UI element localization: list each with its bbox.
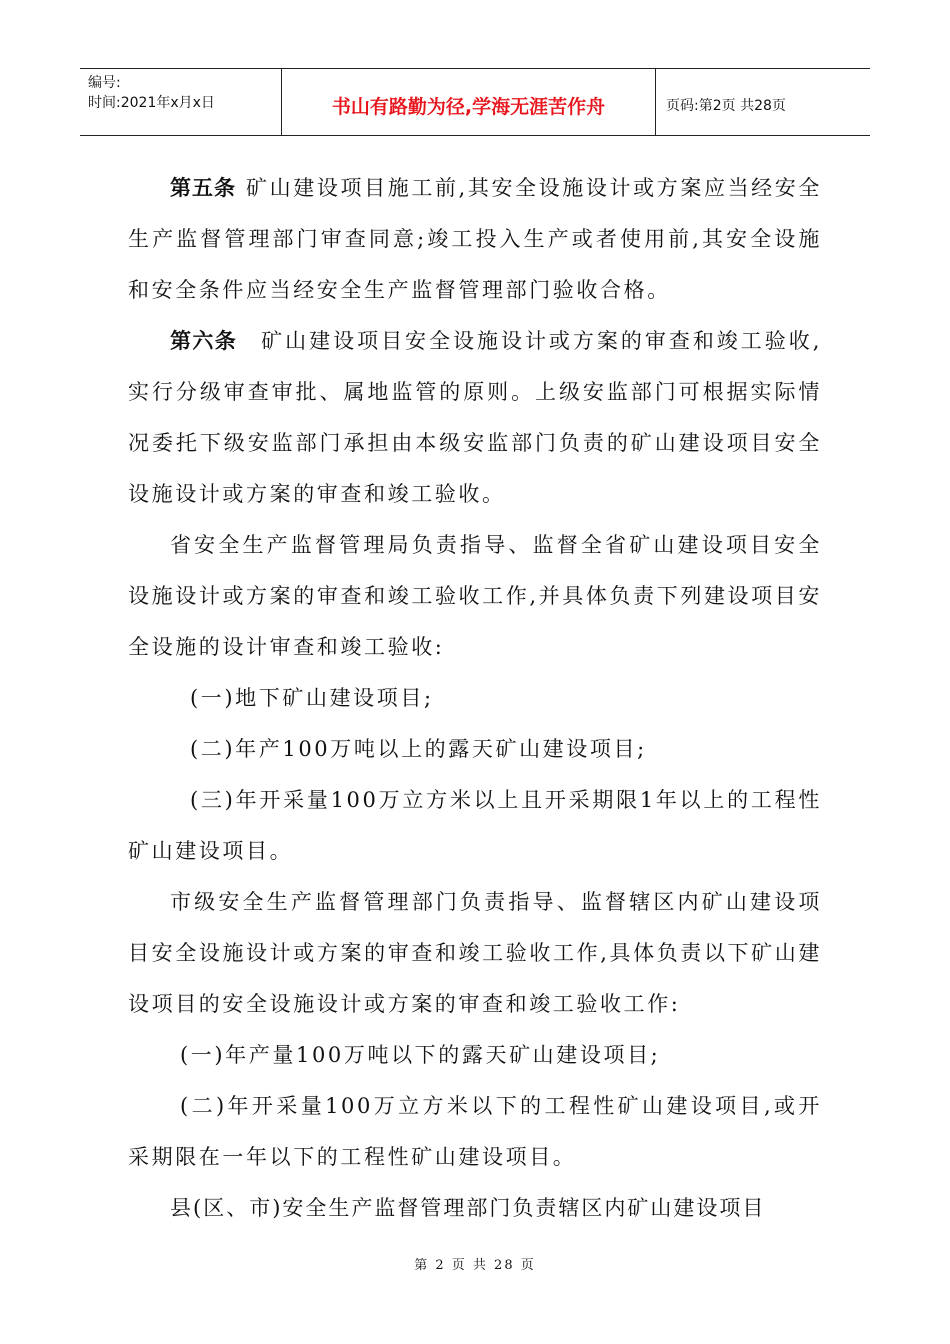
province-item-1: (一)地下矿山建设项目; xyxy=(190,686,434,710)
header-page-info: 页码:第2页 共28页 xyxy=(666,98,786,114)
header-motto: 书山有路勤为径,学海无涯苦作舟 xyxy=(282,69,656,135)
province-paragraph: 省安全生产监督管理局负责指导、监督全省矿山建设项目安全设施设计或方案的审查和竣工验收工作,并具体负责下列建设项目安全设施的设计审查和竣工验收: xyxy=(128,533,822,659)
serial-number-label: 编号: xyxy=(88,75,121,91)
article-5-paragraph xyxy=(128,163,822,316)
page-footer: 第 2 页 共 28 页 xyxy=(414,1258,536,1273)
city-item-2: (二)年开采量100万立方米以下的工程性矿山建设项目,或开采期限在一年以下的工程性矿山建设项目。 xyxy=(128,1094,822,1169)
city-paragraph: 市级安全生产监督管理部门负责指导、监督辖区内矿山建设项目安全设施设计或方案的审查和竣工验收工作,具体负责以下矿山建设项目的安全设施设计或方案的审查和竣工验收工作: xyxy=(128,890,822,1016)
article-6-text: 矿山建设项目安全设施设计或方案的审查和竣工验收,实行分级审查审批、属地监管的原则。上级安监部门可根据实际情况委托下级安监部门承担由本级安监部门负责的矿山建设项目安全设施设计或方案的审查和竣工验收。 xyxy=(128,329,823,506)
province-item-2: (二)年产100万吨以上的露天矿山建设项目; xyxy=(190,737,647,761)
page-header xyxy=(80,68,870,136)
county-paragraph: 县(区、市)安全生产监督管理部门负责辖区内矿山建设项目 xyxy=(170,1196,766,1220)
date-label: 时间:2021年x月x日 xyxy=(88,95,215,111)
article-6-title: 第六条 xyxy=(170,329,238,353)
document-body xyxy=(128,163,822,1234)
city-item-1: (一)年产量100万吨以下的露天矿山建设项目; xyxy=(180,1043,661,1067)
header-meta xyxy=(80,69,282,135)
article-5-title: 第五条 xyxy=(170,176,237,200)
article-5-text: 矿山建设项目施工前,其安全设施设计或方案应当经安全生产监督管理部门审查同意;竣工投入生产或者使用前,其安全设施和安全条件应当经安全生产监督管理部门验收合格。 xyxy=(128,176,822,302)
article-6-paragraph xyxy=(128,316,822,520)
province-item-3: (三)年开采量100万立方米以上且开采期限1年以上的工程性矿山建设项目。 xyxy=(128,788,822,863)
